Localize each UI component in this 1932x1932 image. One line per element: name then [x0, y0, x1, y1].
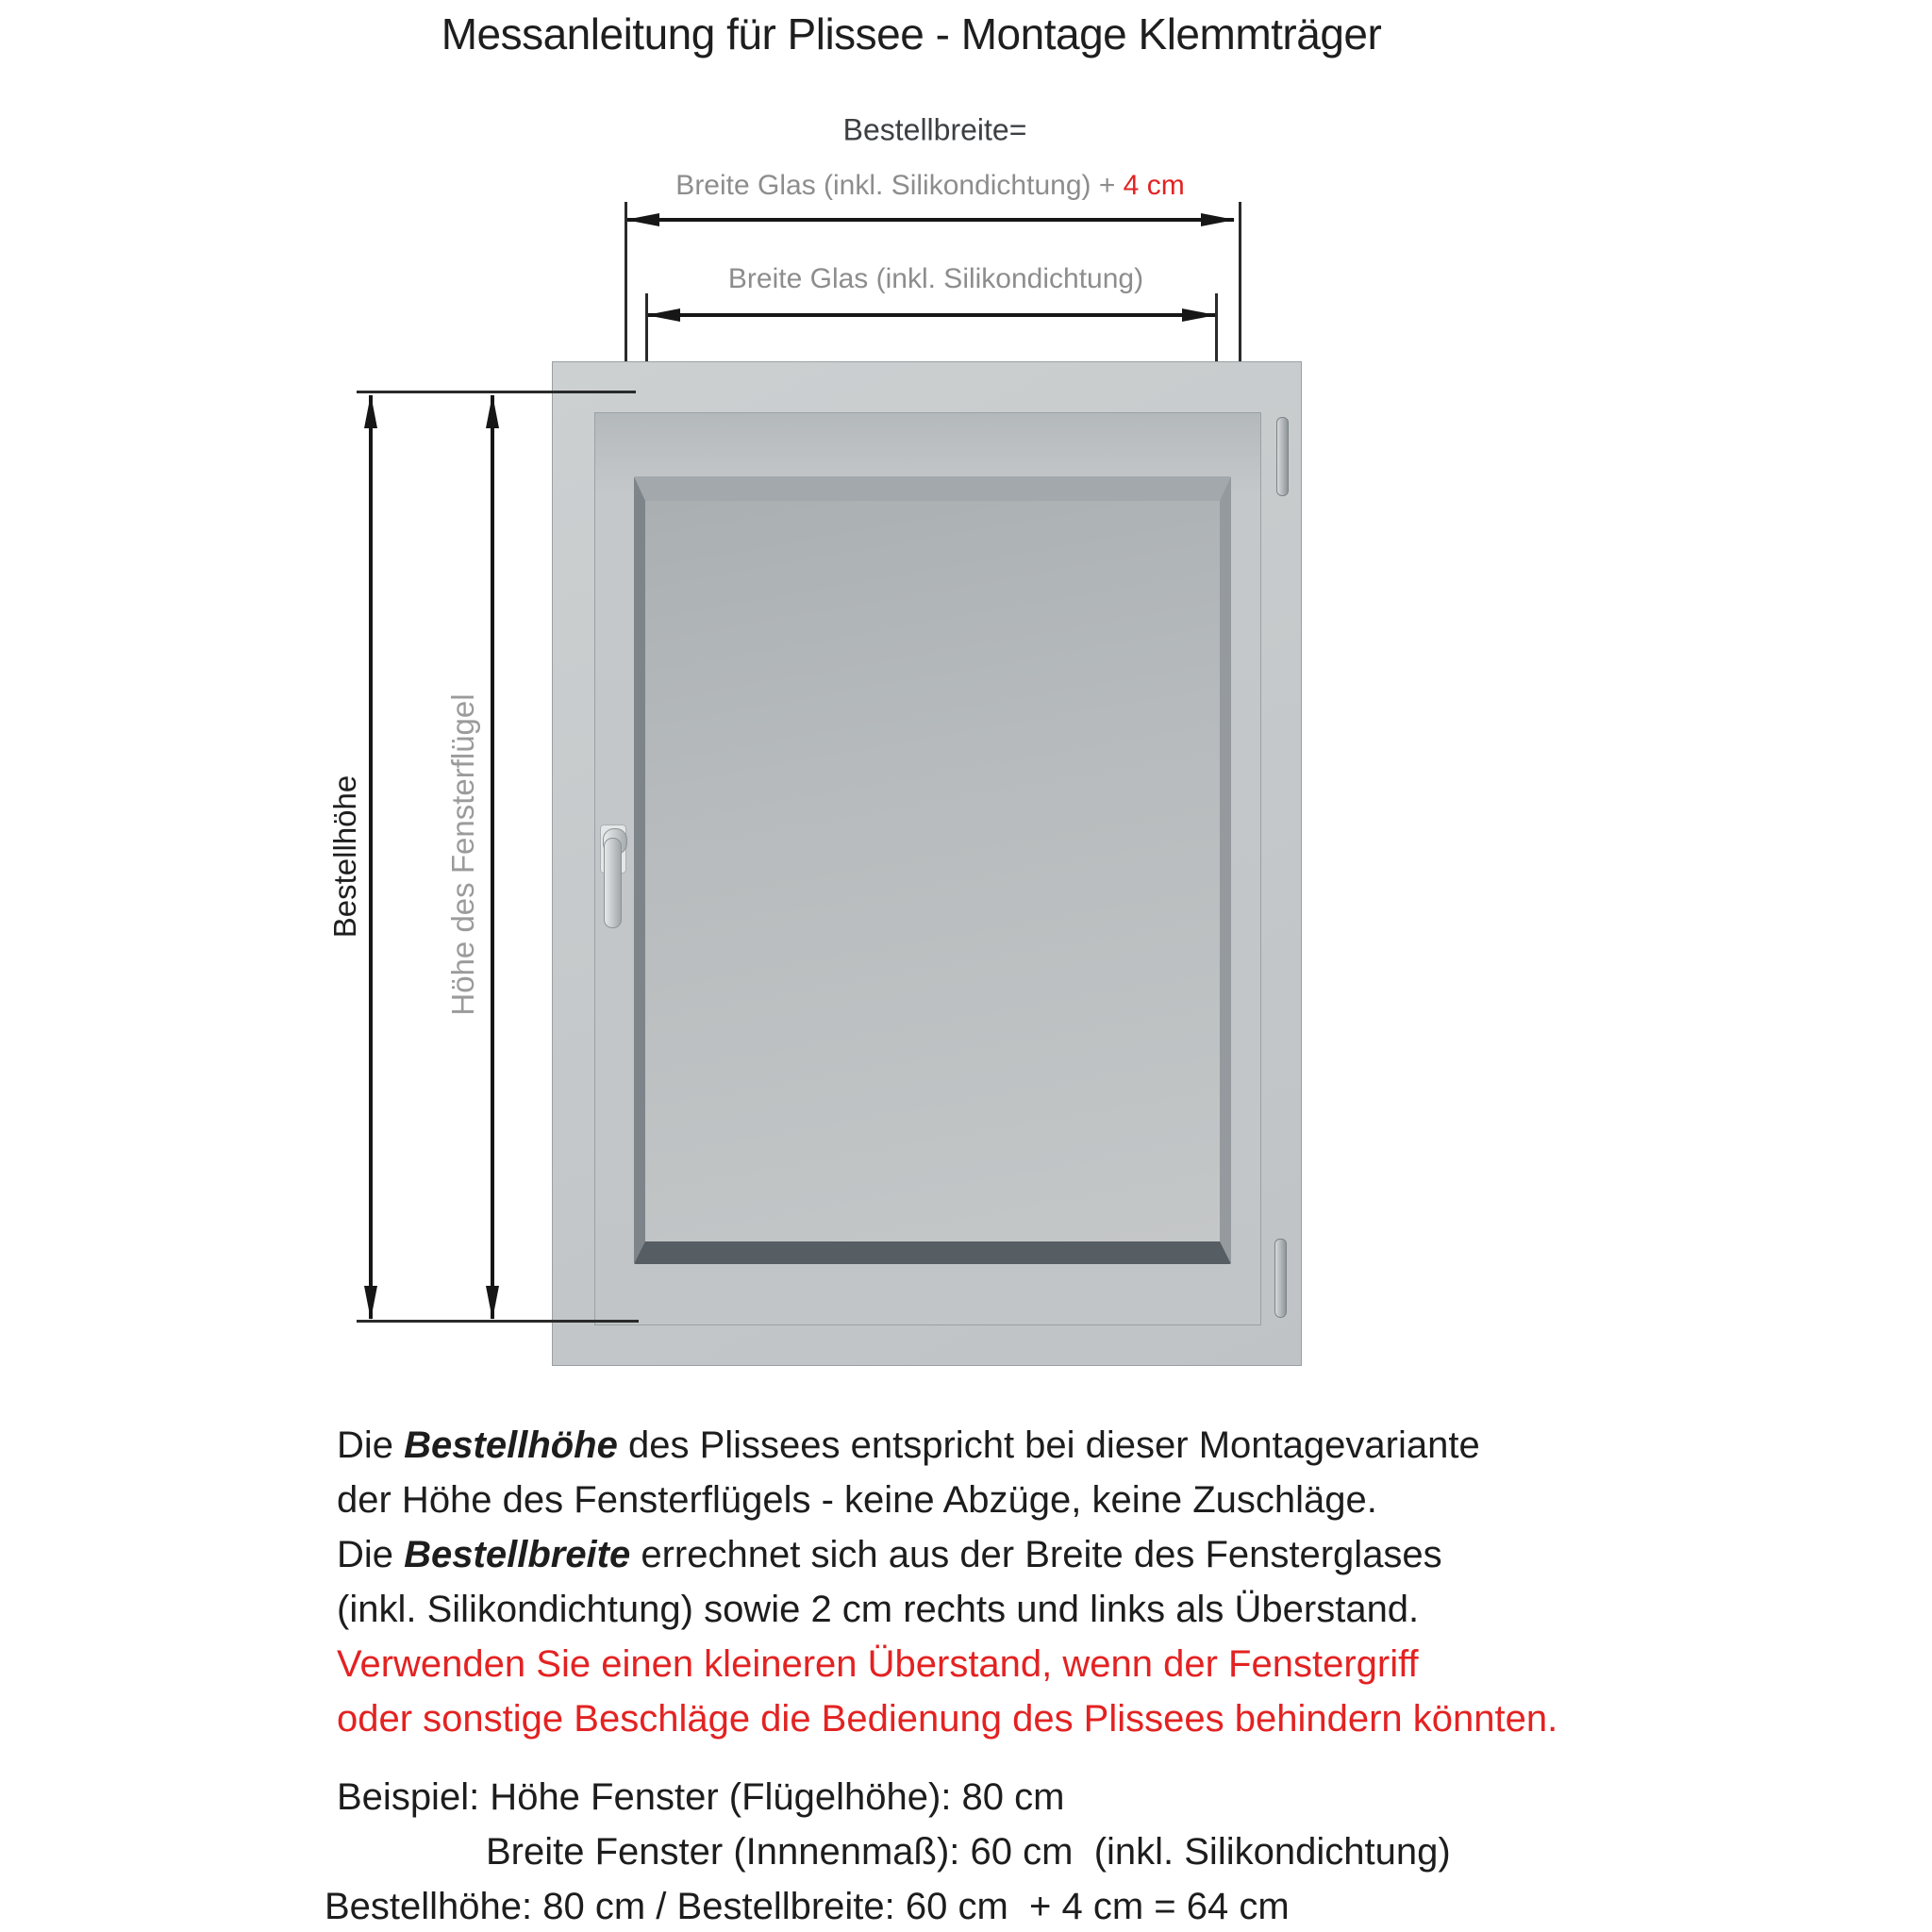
page-title: Messanleitung für Plissee - Montage Klemmträger [441, 9, 1382, 58]
window-handle-lever [604, 838, 622, 928]
order-width-formula-gray: Breite Glas (inkl. Silikondichtung) + [675, 170, 1124, 201]
description-line-3 [337, 1527, 1557, 1582]
height-tick-bottom [357, 1320, 639, 1323]
description-line-1-post: des Plissees entspricht bei dieser Montagevariante [617, 1424, 1480, 1466]
order-height-arrow-icon [369, 395, 373, 1319]
window-hinge-bottom-icon [1274, 1239, 1287, 1318]
order-height-label: Bestellhöhe [327, 774, 362, 939]
example-line-1: Beispiel: Höhe Fenster (Flügelhöhe): 80 cm [337, 1776, 1065, 1818]
description-line-1-pre: Die [337, 1424, 405, 1466]
sash-height-label: Höhe des Fensterflügel [445, 693, 480, 1016]
order-width-arrow-icon [626, 218, 1234, 222]
example-line-2: Breite Fenster (Innnenmaß): 60 cm (inkl. Silikondichtung) [486, 1831, 1451, 1873]
height-tick-top [357, 391, 636, 393]
window-hinge-top-icon [1276, 417, 1289, 496]
window-glass [634, 476, 1231, 1264]
description-line-4: (inkl. Silikondichtung) sowie 2 cm rechts und links als Überstand. [337, 1589, 1420, 1630]
description-line-1 [337, 1418, 1557, 1473]
example-block [325, 1770, 1451, 1932]
description-line-3-pre: Die [337, 1534, 405, 1575]
order-width-formula-label [675, 170, 1184, 202]
example-line-3: Bestellhöhe: 80 cm / Bestellbreite: 60 cm + 4 cm = 64 cm [325, 1886, 1290, 1927]
order-width-formula-red: 4 cm [1123, 170, 1185, 201]
warning-line-2: oder sonstige Beschläge die Bedienung des Plissees behindern könnten. [337, 1698, 1558, 1740]
description-line-3-bold: Bestellbreite [404, 1534, 631, 1575]
description-line-1-bold: Bestellhöhe [404, 1424, 618, 1466]
warning-line-1: Verwenden Sie einen kleineren Überstand, wenn der Fenstergriff [337, 1643, 1419, 1685]
order-width-label: Bestellbreite= [842, 112, 1027, 147]
glass-width-arrow-icon [647, 313, 1215, 317]
sash-height-arrow-icon [491, 395, 494, 1319]
description-paragraph [337, 1418, 1557, 1746]
glass-width-label: Breite Glas (inkl. Silikondichtung) [727, 263, 1144, 294]
description-line-2: der Höhe des Fensterflügels - keine Abzüge, keine Zuschläge. [337, 1479, 1377, 1521]
description-line-3-post: errechnet sich aus der Breite des Fensterglases [630, 1534, 1442, 1575]
